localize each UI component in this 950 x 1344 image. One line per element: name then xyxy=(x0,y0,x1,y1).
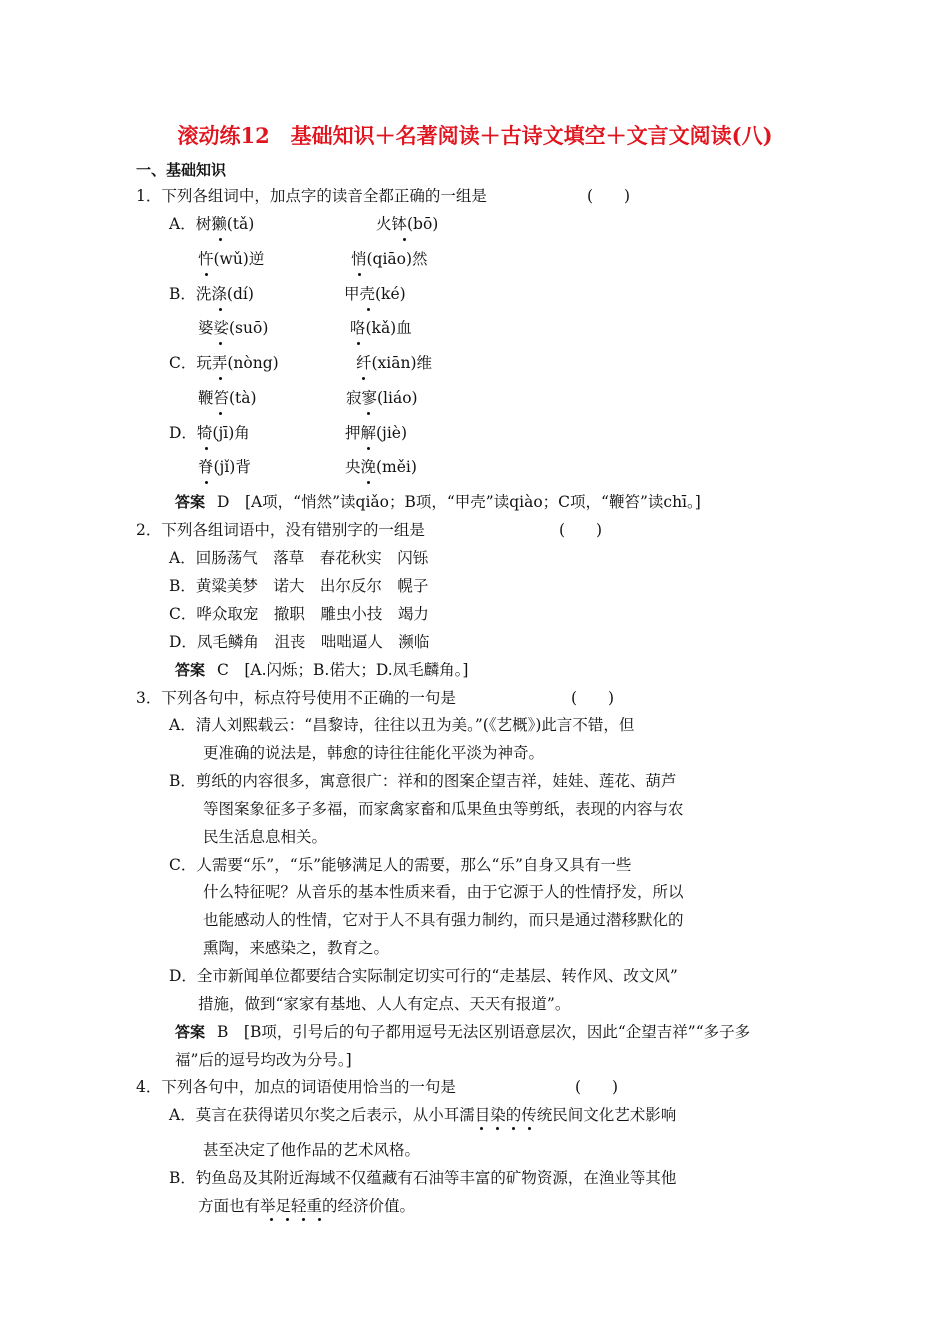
q1-option-d1: D．犄(jī)角 xyxy=(169,424,250,442)
page-title: 滚动练12 基础知识＋名著阅读＋古诗文填空＋文言文阅读(八) xyxy=(177,123,773,148)
emphasis-dot xyxy=(362,377,365,380)
q1-option-a3: 忤(wǔ)逆 xyxy=(198,250,265,268)
q2-option-b: B．黄粱美梦 诺大 出尔反尔 幌子 xyxy=(169,577,429,595)
question-3-stem: 3．下列各句中，标点符号使用不正确的一句是 xyxy=(136,689,456,707)
emphasis-dot xyxy=(318,1218,321,1221)
q1-option-d3: 脊(jǐ)背 xyxy=(198,458,251,476)
emphasis-dot xyxy=(219,308,222,311)
q4-option-a1: A．莫言在获得诺贝尔奖之后表示，从小耳濡目染的传统民间文化艺术影响 xyxy=(169,1106,677,1124)
emphasis-dot xyxy=(219,377,222,380)
q1-option-c2: 纤(xiān)维 xyxy=(356,354,433,372)
q3-option-b2: 等图案象征多子多福，而家禽家畜和瓜果鱼虫等剪纸，表现的内容与农 xyxy=(203,800,684,818)
emphasis-dot xyxy=(357,342,360,345)
emphasis-dot xyxy=(480,1127,483,1130)
q2-answer: 答案 C [A.闪烁；B.偌大；D.凤毛麟角。] xyxy=(175,661,469,679)
emphasis-dot xyxy=(219,342,222,345)
q3-option-a2: 更准确的说法是，韩愈的诗往往能化平淡为神奇。 xyxy=(203,744,545,762)
emphasis-dot xyxy=(367,308,370,311)
q3-option-d2: 措施，做到“家家有基地、人人有定点、天天有报道”。 xyxy=(198,995,571,1013)
answer-paren: ( ) xyxy=(575,1078,619,1096)
q3-answer-line1: 答案 B [B项，引号后的句子都用逗号无法区别语意层次，因此“企望吉祥”“多子多 xyxy=(175,1023,751,1041)
emphasis-dot xyxy=(286,1218,289,1221)
q4-option-a2: 甚至决定了他作品的艺术风格。 xyxy=(203,1141,421,1159)
emphasis-dot xyxy=(219,412,222,415)
answer-paren: ( ) xyxy=(571,689,615,707)
q1-option-a4: 悄(qiāo)然 xyxy=(351,250,428,268)
q3-option-c3: 也能感动人的性情，它对于人不具有强力制约，而只是通过潜移默化的 xyxy=(203,911,684,929)
q3-option-c2: 什么特征呢？从音乐的基本性质来看，由于它源于人的性情抒发，所以 xyxy=(203,883,684,901)
emphasis-dot xyxy=(219,238,222,241)
q1-option-d2: 押解(jiè) xyxy=(345,424,408,442)
q1-option-b2: 甲壳(ké) xyxy=(344,285,406,303)
emphasis-dot xyxy=(367,447,370,450)
q1-option-b1: B．洗涤(dí) xyxy=(169,285,254,303)
q3-option-b3: 民生活息息相关。 xyxy=(203,828,328,846)
q4-option-b2: 方面也有举足轻重的经济价值。 xyxy=(198,1197,416,1215)
q1-option-c4: 寂寥(liáo) xyxy=(346,389,418,407)
q2-option-a: A．回肠荡气 落草 春花秋实 闪铄 xyxy=(169,549,429,567)
question-1-stem: 1．下列各组词中，加点字的读音全都正确的一组是 xyxy=(136,187,487,205)
answer-paren: ( ) xyxy=(559,521,603,539)
q3-option-b1: B．剪纸的内容很多，寓意很广：祥和的图案企望吉祥，娃娃、莲花、葫芦 xyxy=(169,772,677,790)
question-2-stem: 2．下列各组词语中，没有错别字的一组是 xyxy=(136,521,425,539)
answer-paren: ( ) xyxy=(587,187,631,205)
q4-option-b1: B．钓鱼岛及其附近海域不仅蕴藏有石油等丰富的矿物资源，在渔业等其他 xyxy=(169,1169,677,1187)
q3-option-c4: 熏陶，来感染之，教育之。 xyxy=(203,939,390,957)
q3-option-d1: D．全市新闻单位都要结合实际制定切实可行的“走基层、转作风、改文风” xyxy=(169,967,678,985)
q3-option-a1: A．清人刘熙载云：“昌黎诗，往往以丑为美。”(《艺概》)此言不错，但 xyxy=(169,716,635,734)
q3-answer-line2: 福”后的逗号均改为分号。] xyxy=(175,1051,352,1069)
emphasis-dot xyxy=(403,238,406,241)
q1-answer: 答案 D [A项，“悄然”读qiǎo；B项，“甲壳”读qiào；C项，“鞭笞”读chī。] xyxy=(175,493,701,511)
emphasis-dot xyxy=(270,1218,273,1221)
emphasis-dot xyxy=(358,273,361,276)
emphasis-dot xyxy=(367,481,370,484)
section-heading: 一、基础知识 xyxy=(136,161,227,179)
q1-option-b3: 婆娑(suō) xyxy=(198,319,269,337)
question-4-stem: 4．下列各句中，加点的词语使用恰当的一句是 xyxy=(136,1078,456,1096)
emphasis-dot xyxy=(512,1127,515,1130)
emphasis-dot xyxy=(205,273,208,276)
emphasis-dot xyxy=(367,412,370,415)
q2-option-c: C．哗众取宠 撤职 雕虫小技 竭力 xyxy=(169,605,429,623)
emphasis-dot xyxy=(205,481,208,484)
q1-option-b4: 咯(kǎ)血 xyxy=(350,319,412,337)
emphasis-dot xyxy=(205,447,208,450)
emphasis-dot xyxy=(302,1218,305,1221)
q1-option-a2: 火钵(bō) xyxy=(376,215,439,233)
q1-option-c1: C．玩弄(nòng) xyxy=(169,354,279,372)
q1-option-a1: A．树獭(tǎ) xyxy=(169,215,255,233)
q3-option-c1: C．人需要“乐”，“乐”能够满足人的需要，那么“乐”自身又具有一些 xyxy=(169,856,632,874)
emphasis-dot xyxy=(496,1127,499,1130)
emphasis-dot xyxy=(528,1127,531,1130)
q1-option-d4: 央浼(měi) xyxy=(345,458,417,476)
q2-option-d: D．凤毛鳞角 沮丧 咄咄逼人 濒临 xyxy=(169,633,430,651)
q1-option-c3: 鞭笞(tà) xyxy=(198,389,257,407)
